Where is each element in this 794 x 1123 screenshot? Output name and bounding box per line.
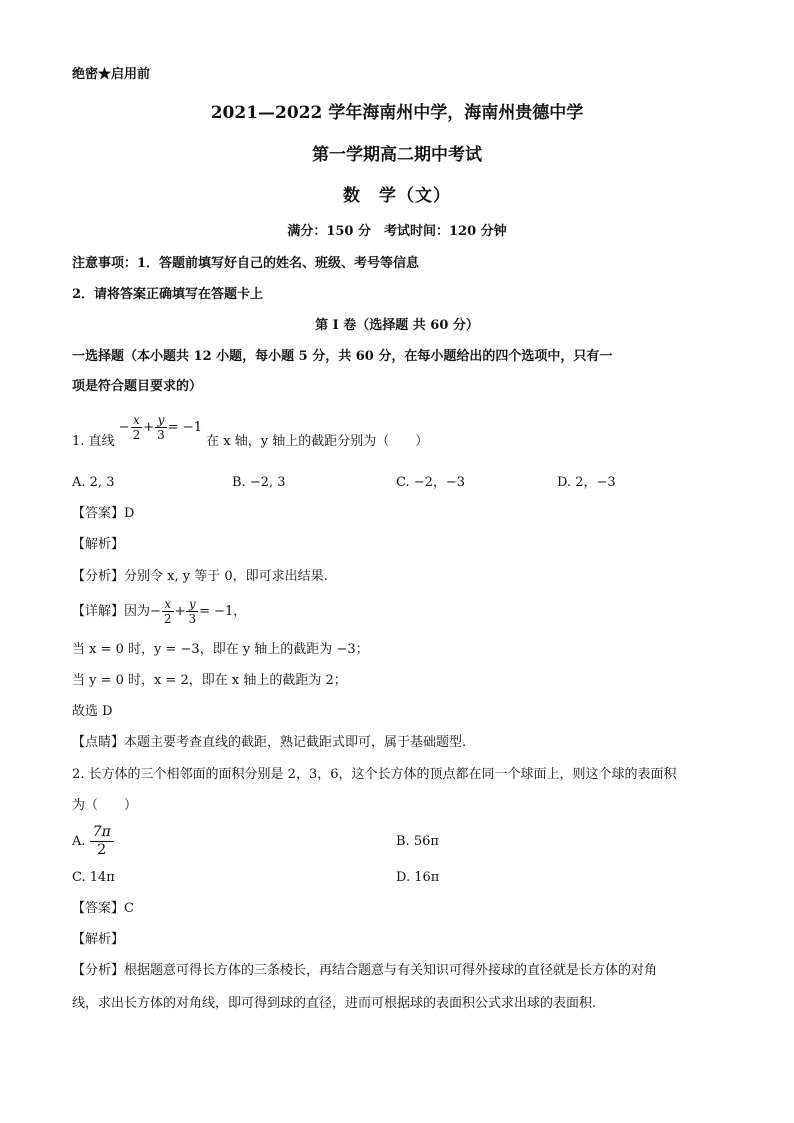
q1-minus-sign: − xyxy=(118,420,130,435)
q2-option-b: B. 56π xyxy=(396,834,439,849)
exam-subject: 数 学（文） xyxy=(343,186,451,206)
q1-detail-tail: = −1， xyxy=(199,604,247,619)
section-heading-line2: 项是符合题目要求的） xyxy=(72,379,203,394)
q2-option-a-label: A. xyxy=(72,834,86,849)
q2-option-a xyxy=(72,822,114,862)
q1-detail-2: 2 xyxy=(163,612,172,626)
q1-fraction-x-num: x xyxy=(131,413,143,428)
q1-fenxi: 【分析】分别令 x, y 等于 0，即可求出结果. xyxy=(72,569,328,584)
q1-detail-3: 3 xyxy=(188,612,197,626)
q1-fraction-y-num: y xyxy=(155,413,167,428)
q1-option-c: C. −2，−3 xyxy=(396,475,466,490)
q1-fraction-x-den: 2 xyxy=(132,428,141,442)
q2-option-a-num: 7π xyxy=(90,824,114,842)
q1-fraction-x xyxy=(131,413,143,442)
q2-stem-line1: 2. 长方体的三个相邻面的面积分别是 2，3，6，这个长方体的顶点都在同一个球面上，则这个球的表面积 xyxy=(72,767,677,782)
q1-stem-tail: 在 x 轴，y 轴上的截距分别为（ ） xyxy=(206,434,429,449)
q1-detail-x: x xyxy=(162,597,174,612)
q1-fraction-y-den: 3 xyxy=(157,428,165,442)
q2-option-c: C. 14π xyxy=(72,870,115,885)
q2-analysis-label: 【解析】 xyxy=(72,932,125,947)
q1-answer: 【答案】D xyxy=(72,506,135,521)
secret-label: 绝密★启用前 xyxy=(72,67,151,82)
q1-number: 1. 直线 xyxy=(72,434,115,449)
q2-fenxi-line2: 线，求出长方体的对角线，即可得到球的直径，进而可根据球的表面积公式求出球的表面积. xyxy=(72,996,597,1011)
q1-option-a: A. 2, 3 xyxy=(72,475,115,490)
q1-equation-right: = −1 xyxy=(167,420,202,435)
q2-option-d: D. 16π xyxy=(396,870,440,885)
volume-heading: 第 I 卷（选择题 共 60 分） xyxy=(315,318,479,333)
q2-option-a-den: 2 xyxy=(97,842,107,858)
q1-option-b: B. −2, 3 xyxy=(232,475,286,490)
q1-case-x-zero: 当 x = 0 时，y = −3，即在 y 轴上的截距为 −3； xyxy=(72,642,369,657)
q1-detail-y: y xyxy=(186,597,198,612)
q2-option-a-fraction xyxy=(90,824,114,859)
exam-title-line1: 2021—2022 学年海南州中学，海南州贵德中学 xyxy=(210,103,584,123)
question-1-stem xyxy=(72,413,429,460)
q1-detail-plus: + xyxy=(174,604,186,619)
q1-plus-sign: + xyxy=(143,420,155,435)
q1-equation xyxy=(119,410,202,446)
q1-detail xyxy=(72,596,246,628)
q1-option-d: D. 2，−3 xyxy=(557,475,616,490)
q1-detail-minus: − xyxy=(150,604,161,619)
q1-analysis-label: 【解析】 xyxy=(72,537,125,552)
q1-detail-prefix: 【详解】因为 xyxy=(72,604,151,619)
q1-choice: 故选 D xyxy=(72,704,113,719)
q1-detail-fraction-x xyxy=(162,597,174,626)
notice-line2: 2．请将答案正确填写在答题卡上 xyxy=(72,287,264,302)
q1-dianjing: 【点睛】本题主要考查直线的截距，熟记截距式即可，属于基础题型. xyxy=(72,735,467,750)
q2-answer: 【答案】C xyxy=(72,901,134,916)
section-heading-line1: 一选择题（本小题共 12 小题，每小题 5 分，共 60 分，在每小题给出的四个选项中，只有一 xyxy=(72,349,613,364)
notice-line1: 注意事项：1．答题前填写好自己的姓名、班级、考号等信息 xyxy=(72,256,420,271)
exam-score-time: 满分：150 分 考试时间：120 分钟 xyxy=(287,224,507,239)
q1-fraction-y xyxy=(155,413,167,442)
q2-stem-line2: 为（ ） xyxy=(72,798,138,813)
exam-title-line2: 第一学期高二期中考试 xyxy=(312,145,482,165)
q1-detail-fraction-y xyxy=(186,597,198,626)
q1-case-y-zero: 当 y = 0 时，x = 2，即在 x 轴上的截距为 2； xyxy=(72,673,347,688)
q2-fenxi-line1: 【分析】根据题意可得长方体的三条棱长，再结合题意与有关知识可得外接球的直径就是长方体的对角 xyxy=(72,963,658,978)
